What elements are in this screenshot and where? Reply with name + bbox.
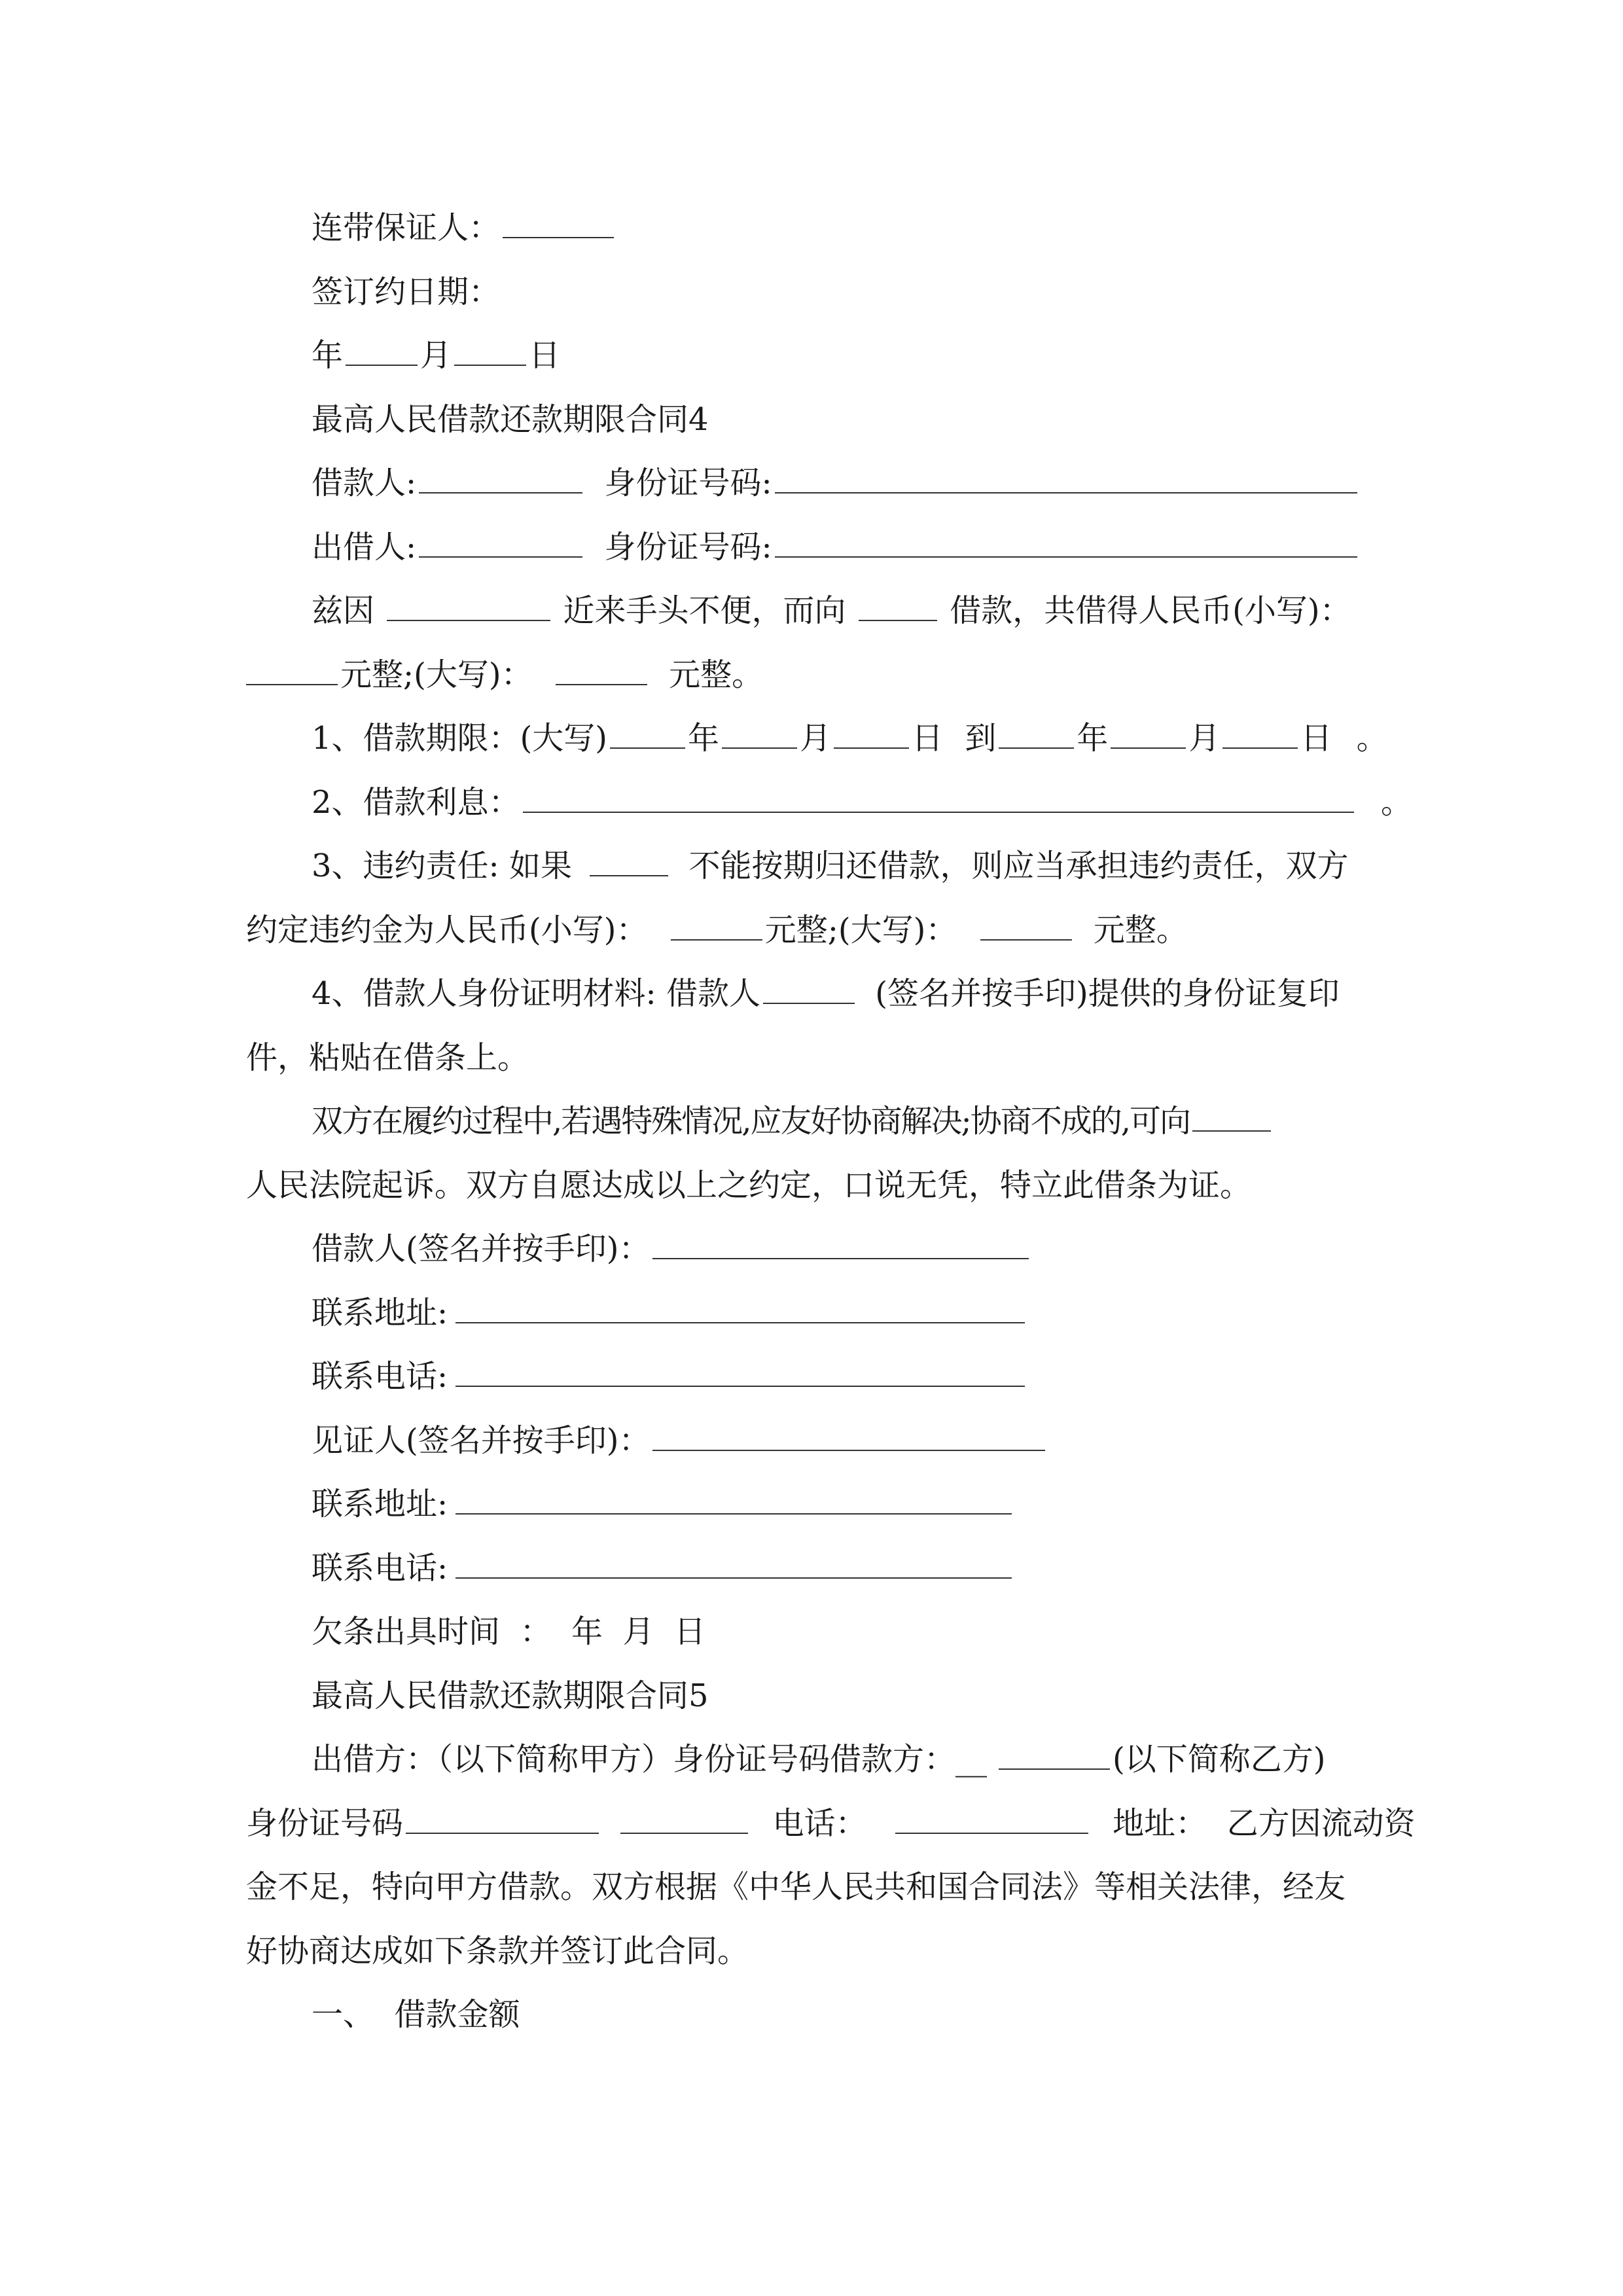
guarantor-label: 连带保证人： [312,209,501,246]
term-end-day: 日 [1300,720,1332,757]
guarantor-line [246,196,1385,260]
reason-text-3: 借款，共借得人民币(小写)： [950,592,1351,629]
borrower-id-label: 身份证号码: [604,465,772,501]
address2-blank[interactable] [455,1513,1012,1515]
dispute-line-2 [246,1154,1385,1218]
term-end-month: 月 [1188,720,1221,757]
interest-line [246,771,1412,835]
year-blank[interactable] [346,364,418,366]
breach-line-1 [246,834,1385,899]
dispute-text-1: 双方在履约过程中,若遇特殊情况,应友好协商解决;协商不成的,可向 [312,1103,1190,1139]
amount-text-1: 元整;(大写)： [340,656,533,693]
c5-line-2 [246,1792,1416,1856]
reason-text-2: 近来手头不便，而向 [563,592,846,629]
idproof-blank[interactable] [763,1002,855,1004]
month-blank[interactable] [454,364,526,366]
term-end-year: 年 [1077,720,1109,757]
breach-party-blank[interactable] [590,874,668,876]
breach-text-2: 不能按期归还借款，则应当承担违约责任，双方 [688,848,1349,884]
idproof-line-1 [246,962,1385,1026]
c5-id-blank[interactable] [406,1832,599,1834]
address1-blank[interactable] [455,1321,1025,1323]
sig-borrower-label: 借款人(签名并按手印)： [312,1230,651,1267]
date-year: 年 [312,337,344,374]
borrower-id-blank[interactable] [775,492,1357,493]
c5-text-3: 金不足，特向甲方借款。双方根据《中华人民共和国合同法》等相关法律，经友 [246,1869,1346,1905]
sig-witness-label: 见证人(签名并按手印)： [312,1422,651,1459]
term-line [246,707,1388,771]
term-start-year: 年 [688,720,720,757]
address2-line [246,1473,1385,1537]
issue-time-line [246,1600,1385,1664]
term-start-month: 月 [800,720,832,757]
address1-line [246,1282,1385,1346]
reason-name-blank[interactable] [387,619,550,621]
document-page [246,196,1416,2047]
borrower-blank[interactable] [419,492,582,493]
sig-witness-blank[interactable] [652,1449,1045,1451]
breach-text-1: 3、违约责任: 如果 [312,848,572,884]
phone2-blank[interactable] [455,1577,1012,1579]
lender-id-blank[interactable] [775,556,1357,558]
c5-text-2c: 地址： 乙方因流动资 [1113,1804,1416,1842]
sig-witness-line [246,1409,1385,1473]
contract5-title [246,1664,1385,1729]
sign-date-label: 签订约日期： [312,273,501,310]
lender-id-label: 身份证号码: [604,528,772,565]
phone1-blank[interactable] [455,1385,1025,1387]
issue-time-text: 欠条出具时间 ： 年 月 日 [312,1613,706,1650]
c5-line-4 [246,1920,1385,1984]
contract4-title-text: 最高人民借款还款期限合同4 [312,401,709,438]
c5-text-2b: 电话： [772,1804,867,1842]
c5-text-1: 出借方：（以下简称甲方）身份证号码借款方：__ [312,1741,988,1778]
amount-text-2: 元整。 [669,656,764,693]
guarantor-blank[interactable] [503,236,614,238]
term-start-year-blank[interactable] [610,747,685,749]
phone1-line [246,1345,1385,1409]
reason-lender-blank[interactable] [859,619,937,621]
amount-small-blank[interactable] [246,683,338,685]
address1-label: 联系地址: [312,1294,448,1331]
date-day: 日 [529,337,561,374]
breach-line-2 [246,899,1385,963]
sig-borrower-blank[interactable] [652,1257,1029,1259]
section1-heading [246,1983,1385,2047]
term-end-month-blank[interactable] [1111,747,1186,749]
dispute-text-2: 人民法院起诉。双方自愿达成以上之约定，口说无凭，特立此借条为证。 [246,1166,1252,1204]
c5-id-blank-2[interactable] [620,1832,748,1834]
lender-blank[interactable] [419,556,582,558]
term-end-year-blank[interactable] [999,747,1074,749]
date-line [246,324,1385,388]
breach-text-5: 元整。 [1093,911,1188,948]
term-end-day-blank[interactable] [1222,747,1298,749]
contract5-title-text: 最高人民借款还款期限合同5 [312,1677,709,1714]
phone1-label: 联系电话: [312,1358,448,1395]
court-blank[interactable] [1192,1130,1271,1132]
idproof-text-1: 4、借款人身份证明材料: 借款人 [312,975,760,1012]
section1-text: 一、 借款金额 [312,1996,520,2033]
c5-line-1 [246,1728,1385,1792]
phone2-label: 联系电话: [312,1549,448,1587]
term-label: 1、借款期限：(大写) [312,720,607,757]
interest-blank[interactable] [523,811,1354,813]
term-start-month-blank[interactable] [722,747,797,749]
breach-text-4: 元整;(大写)： [764,911,957,948]
lender-label: 出借人: [312,528,417,565]
c5-text-1b: (以下简称乙方) [1113,1741,1326,1778]
idproof-text-3: 件，粘贴在借条上。 [246,1039,529,1076]
c5-text-2a: 身份证号码 [246,1804,404,1842]
borrower-label: 借款人: [312,465,417,501]
reason-line [246,579,1385,643]
c5-line-3 [246,1856,1385,1920]
breach-text-3: 约定违约金为人民币(小写)： [246,911,648,948]
amount-line [246,643,1385,708]
sign-date-line [246,260,1385,325]
term-end-period: 。 [1356,720,1388,757]
c5-borrower-blank[interactable] [999,1768,1110,1770]
sig-borrower-line [246,1217,1385,1282]
dispute-line-1 [246,1090,1385,1154]
address2-label: 联系地址: [312,1486,448,1522]
c5-phone-blank[interactable] [895,1832,1088,1834]
date-month: 月 [420,337,452,374]
idproof-text-2: (签名并按手印)提供的身份证复印 [875,975,1340,1012]
lender-line [246,516,1385,580]
term-to: 到 [965,720,997,757]
amount-big-blank[interactable] [556,683,647,685]
contract4-title [246,388,1385,452]
term-start-day-blank[interactable] [834,747,909,749]
interest-end: 。 [1380,783,1412,821]
c5-text-4: 好协商达成如下条款并签订此合同。 [246,1932,749,1969]
breach-big-blank[interactable] [980,939,1072,941]
term-start-day: 日 [912,720,944,757]
interest-label: 2、借款利息： [312,783,520,821]
idproof-line-2 [246,1026,1385,1090]
phone2-line [246,1537,1385,1601]
reason-text-1: 兹因 [312,592,375,629]
borrower-line [246,452,1385,516]
breach-small-blank[interactable] [671,939,762,941]
